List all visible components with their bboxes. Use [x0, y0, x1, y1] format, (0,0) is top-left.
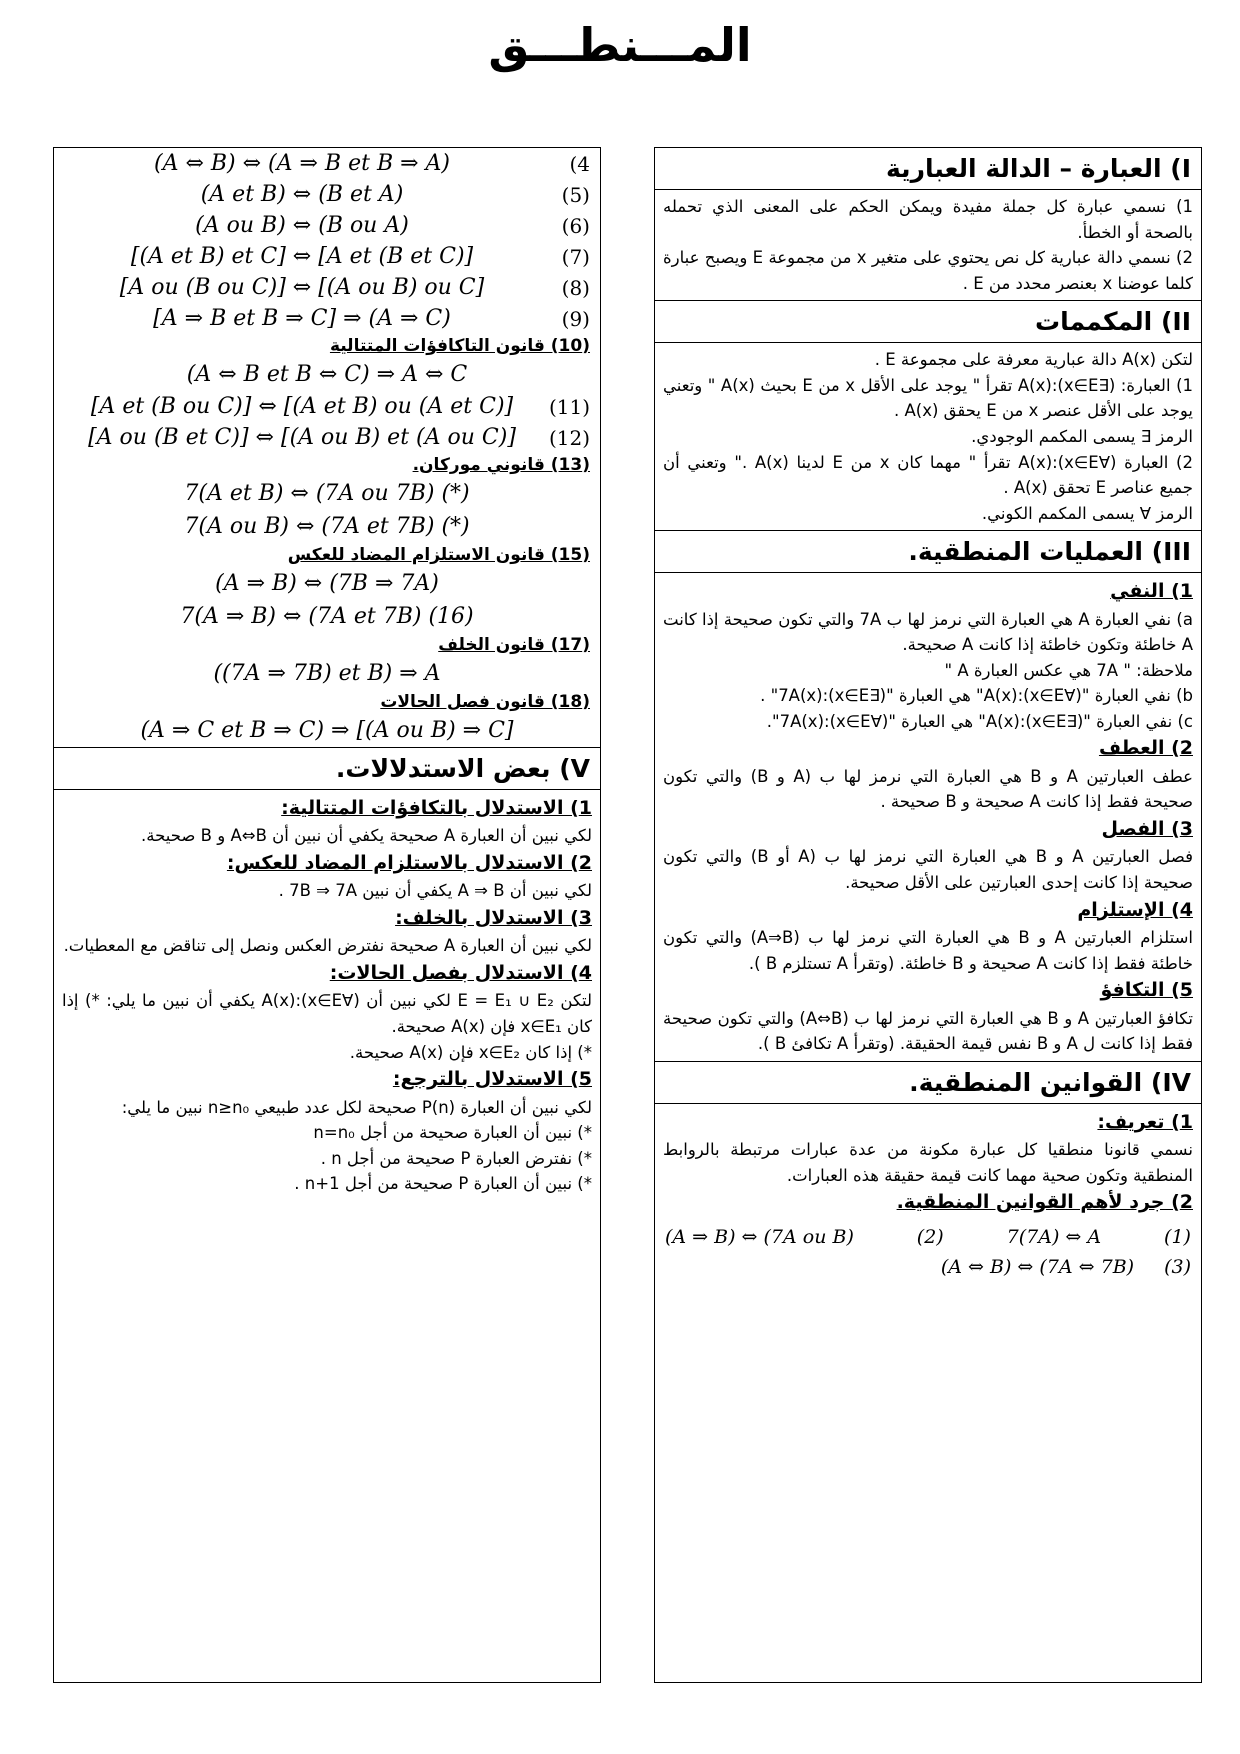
paragraph: لتكن A(x) دالة عبارية معرفة على مجموعة E .	[874, 350, 1193, 370]
paragraph: لتكن E = E₁ ∪ E₂ لكي نبين أن (∀x∈E):A(x) يكفي أن نبين ما يلي: *) إذا كان x∈E₁ فإن A(x) صحيحة.	[62, 991, 592, 1036]
law-row	[54, 210, 600, 241]
law-number: (5)	[561, 182, 590, 207]
law-row	[54, 272, 600, 303]
law-formula: (A ⇒ C et B ⇒ C) ⇒ [(A ou B) ⇒ C]	[140, 718, 514, 743]
law-title: (17) قانون الخلف	[438, 635, 590, 655]
law-formula: (A ⇔ B) ⇔ (A ⇒ B et B ⇒ A)	[153, 151, 451, 176]
section-5-body	[54, 790, 600, 1201]
paragraph: لكي نبين أن العبارة A صحيحة نفترض العكس ونصل إلى تناقض مع المعطيات.	[63, 936, 592, 956]
section-5-heading: V) بعض الاستدلالات.	[54, 747, 600, 790]
law-row	[54, 422, 600, 453]
section-3-body	[655, 573, 1201, 1061]
law-formula: (A ⇒ B) ⇔ (7A ou B)	[665, 1225, 854, 1248]
subheading: 1) تعريف:	[1097, 1110, 1193, 1133]
section-1-heading: I) العبارة – الدالة العبارية	[655, 148, 1201, 190]
section-2-body	[655, 343, 1201, 530]
law-row	[54, 241, 600, 272]
law-formula: (A et B) ⇔ (B et A)	[200, 182, 404, 207]
paragraph: 1) نسمي عبارة كل جملة مفيدة ويمكن الحكم على المعنى الذي تحمله بالصحة أو الخطأ.	[663, 197, 1193, 242]
section-4-heading: IV) القوانين المنطقية.	[655, 1061, 1201, 1104]
paragraph: *) إذا كان x∈E₂ فإن A(x) صحيحة.	[349, 1042, 592, 1062]
note: ملاحظة: " 7A هي عكس العبارة A "	[944, 660, 1193, 680]
law-formula: (A ou B) ⇔ (B ou A)	[195, 213, 409, 238]
law-number: (3)	[1164, 1255, 1191, 1278]
subheading: 4) الإستلزام	[1077, 898, 1193, 921]
paragraph: *) نبين أن العبارة صحيحة من أجل n=n₀	[313, 1123, 592, 1143]
law-row	[54, 391, 600, 422]
law-formula: [A ⇒ B et B ⇒ C] ⇒ (A ⇒ C)	[153, 306, 451, 331]
laws-list	[54, 391, 600, 453]
law-title: (18) قانون فصل الحالات	[380, 692, 590, 712]
law-formula: [A ou (B ou C)] ⇔ [(A ou B) ou C]	[119, 275, 485, 300]
law-number: (1)	[1164, 1225, 1191, 1248]
subheading: 5) الاستدلال بالترجع:	[392, 1068, 592, 1091]
law-formula: 7(A ⇒ B) ⇔ (7A et 7B) (16)	[180, 604, 474, 629]
law-row	[655, 1252, 1201, 1282]
subheading: 3) الاستدلال بالخلف:	[395, 907, 592, 929]
section-2-heading: II) المكممات	[655, 300, 1201, 343]
paragraph: a) نفي العبارة A هي العبارة التي نرمز لها ب 7A والتي تكون صحيحة إذا كانت A خاطئة وتكون خاطئة إذا كانت A صحيحة.	[663, 609, 1193, 655]
law-number: (2)	[916, 1225, 944, 1248]
law-number: (8)	[561, 275, 590, 300]
laws-list	[54, 148, 600, 334]
law-title: (13) قانوني موركان.	[412, 455, 590, 475]
subheading: 1) النفي	[1110, 580, 1193, 603]
paragraph: لكي نبين أن A ⇒ B يكفي أن نبين 7B ⇒ 7A .	[278, 881, 592, 901]
section-1-body	[655, 190, 1201, 300]
law-row	[54, 179, 600, 210]
paragraph: 2) العبارة (∀x∈E):A(x) تقرأ " مهما كان x من E لدينا A(x) ." وتعني أن جميع عناصر E تحقق A(x) .	[663, 452, 1193, 498]
paragraph: استلزام العبارتين A و B هي العبارة التي نرمز لها ب (A⇒B) والتي تكون خاطئة فقط إذا كانت A صحيحة و B خاطئة. (وتقرأ A تستلزم B ).	[663, 928, 1193, 973]
subheading: 2) الاستدلال بالاستلزام المضاد للعكس:	[226, 852, 592, 874]
subheading: 3) الفصل	[1101, 818, 1193, 840]
law-row	[655, 1222, 1201, 1252]
law-formula: 7(7A) ⇔ A	[1006, 1225, 1102, 1248]
subheading: 4) الاستدلال بفصل الحالات:	[329, 962, 592, 984]
law-row	[54, 303, 600, 334]
paragraph: c) نفي العبارة "(∃x∈E):A(x)" هي العبارة "(∀x∈E):7A(x)".	[766, 711, 1193, 731]
law-number: (9)	[561, 306, 590, 331]
paragraph: نسمي قانونا منطقيا كل عبارة مكونة من عدة عبارات مرتبطة بالروابط المنطقية وتكون صحية مهما كانت قيمة حقيقة هذه العبارات.	[663, 1140, 1193, 1185]
law-formula: 7(A ou B) ⇔ (7A et 7B) (*)	[184, 514, 470, 539]
paragraph: 2) نسمي دالة عبارية كل نص يحتوي على متغير x من مجموعة E ويصبح عبارة كلما عوضنا x بعنصر محدد من E .	[663, 248, 1193, 293]
paragraph: *) نفترض العبارة P صحيحة من أجل n .	[320, 1148, 592, 1168]
law-formula: (A ⇔ B) ⇔ (7A ⇔ 7B)	[940, 1255, 1135, 1278]
paragraph: الرمز ∃ يسمى المكمم الوجودي.	[971, 426, 1193, 446]
law-number: (12)	[548, 425, 590, 450]
paragraph: لكي نبين أن العبارة A صحيحة يكفي أن نبين أن A⇔B و B صحيحة.	[141, 826, 592, 846]
subheading: 5) التكافؤ	[1100, 979, 1193, 1002]
paragraph: عطف العبارتين A و B هي العبارة التي نرمز لها ب (A و B) والتي تكون صحيحة فقط إذا كانت A صحيحة و B صحيحة .	[663, 766, 1193, 812]
subheading: 2) العطف	[1098, 737, 1193, 760]
law-formula: (A ⇔ B et B ⇔ C) ⇒ A ⇔ C	[186, 362, 468, 387]
subheading: 1) الاستدلال بالتكافؤات المتتالية:	[281, 797, 592, 819]
paragraph: b) نفي العبارة "(∀x∈E):A(x)" هي العبارة "(∃x∈E):7A(x)" .	[760, 686, 1193, 706]
section-4-body	[655, 1104, 1201, 1222]
law-formula: [A ou (B et C)] ⇔ [(A ou B) et (A ou C)]	[88, 425, 516, 450]
law-row	[54, 148, 600, 179]
law-formula: 7(A et B) ⇔ (7A ou 7B) (*)	[184, 481, 470, 506]
subheading: 2) جرد لأهم القوانين المنطقية.	[896, 1191, 1193, 1214]
paragraph: *) نبين أن العبارة P صحيحة من أجل n+1 .	[294, 1174, 592, 1194]
right-column	[654, 147, 1202, 1683]
left-column	[53, 147, 601, 1683]
law-number: (4	[569, 151, 590, 176]
paragraph: الرمز ∀ يسمى المكمم الكوني.	[981, 503, 1193, 523]
law-formula: [(A et B) et C] ⇔ [A et (B et C)]	[130, 244, 474, 269]
paragraph: تكافؤ العبارتين A و B هي العبارة التي نرمز لها ب (A⇔B) والتي تكون صحيحة فقط إذا كانت ل A و B نفس قيمة الحقيقة. (وتقرأ A تكافئ B ).	[663, 1008, 1193, 1054]
section-3-heading: III) العمليات المنطقية.	[655, 530, 1201, 573]
paragraph: 1) العبارة: (∃x∈E):A(x) تقرأ " يوجد على الأقل x من E بحيث A(x) " وتعني يوجد على الأقل عنصر x من E يحقق A(x) .	[663, 375, 1194, 421]
law-title: (10) قانون التاكافؤات المتتالية	[329, 336, 590, 356]
page-title: المـــنطـــق	[488, 18, 752, 72]
law-formula: (A ⇒ B) ⇔ (7B ⇒ 7A)	[215, 571, 439, 596]
law-number: (11)	[548, 394, 590, 419]
law-number: (6)	[561, 213, 590, 238]
law-formula: [A et (B ou C)] ⇔ [(A et B) ou (A et C)]	[90, 394, 514, 419]
law-title: (15) قانون الاستلزام المضاد للعكس	[287, 545, 590, 565]
law-number: (7)	[561, 244, 590, 269]
law-formula: ((7A ⇒ 7B) et B) ⇒ A	[213, 661, 441, 686]
paragraph: لكي نبين أن العبارة P(n) صحيحة لكل عدد طبيعي n≥n₀ نبين ما يلي:	[121, 1097, 592, 1117]
paragraph: فصل العبارتين A و B هي العبارة التي نرمز لها ب (A أو B) والتي تكون صحيحة إذا كانت إحدى العبارتين على الأقل صحيحة.	[663, 847, 1193, 892]
